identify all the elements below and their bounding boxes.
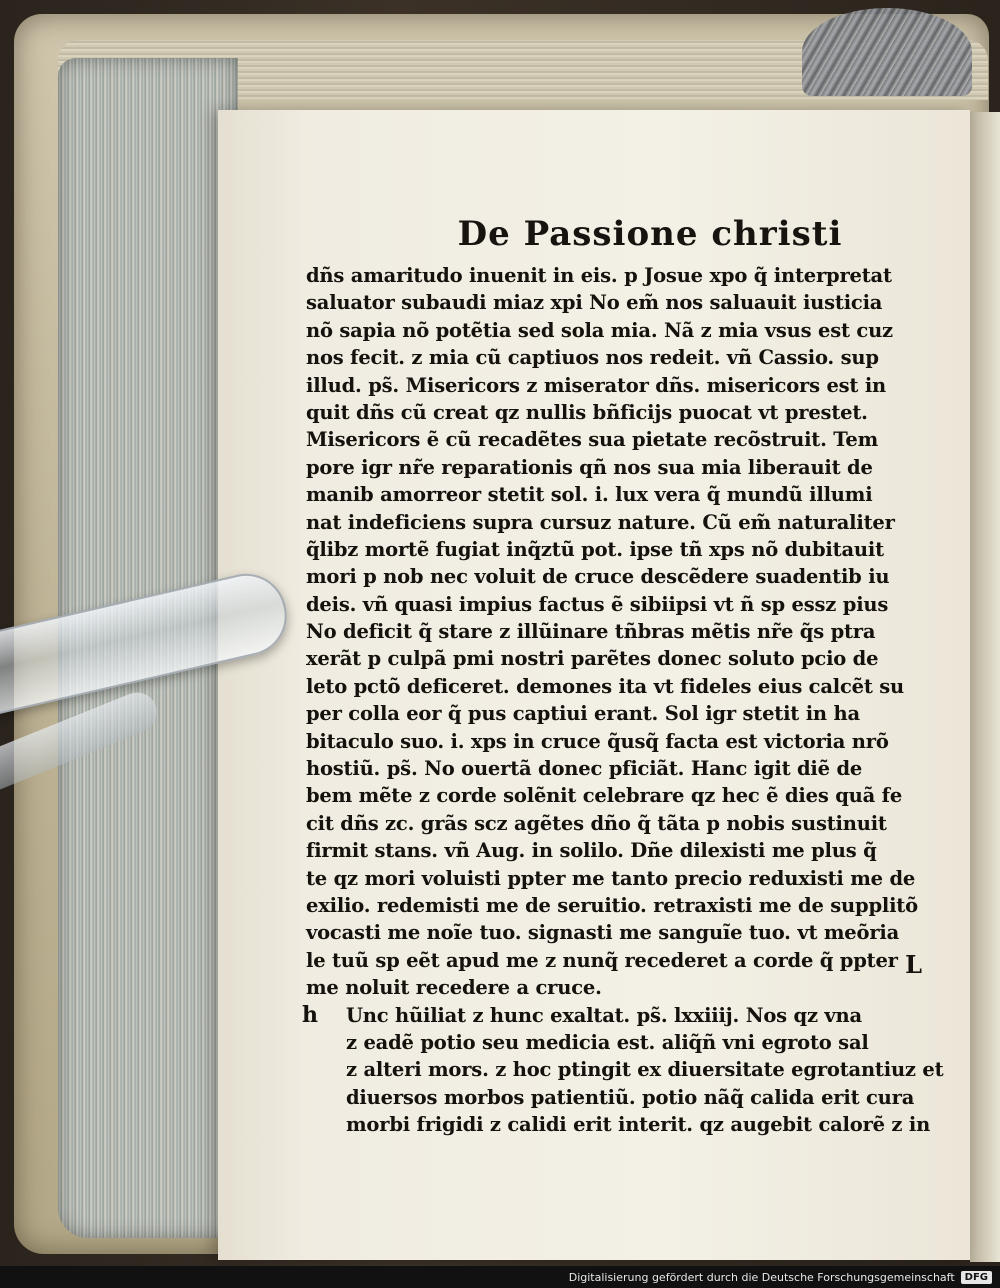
text-line: mori p nob nec voluit de cruce descẽdere suadentib iu	[306, 565, 890, 589]
text-line: me noluit recedere a cruce.	[306, 976, 602, 1000]
text-line: hostiũ. ps̃. No ouertã donec pficiãt. Hanc igit diẽ de	[306, 757, 863, 781]
text-line: per colla eor q̃ pus captiui erant. Sol igr stetit in ha	[306, 702, 860, 726]
text-line: bem mẽte z corde solẽnit celebrare qz hec ẽ dies quã fe	[306, 784, 903, 808]
text-line	[302, 1001, 918, 1029]
text-line: exilio. redemisti me de seruitio. retraxisti me de supplitõ	[306, 893, 918, 917]
text-line: nos fecit. z mia cũ captiuos nos redeit. vñ Cassio. sup	[306, 346, 879, 370]
text-line: quit dñs cũ creat qz nullis bñficijs puocat vt prestet.	[306, 400, 868, 424]
printed-page	[218, 110, 970, 1260]
text-block	[302, 262, 944, 1139]
text-line: leto pctõ deficeret. demones ita vt fideles eius calcẽt su	[306, 674, 905, 698]
facing-page-edge	[970, 112, 1000, 1262]
text-line: q̃libz mortẽ fugiat inq̃ztũ pot. ipse tñ xps nõ dubitauit	[306, 537, 884, 561]
footer-bar	[0, 1266, 1000, 1288]
text-line: nat indeficiens supra cursuz nature. Cũ em̃ naturaliter	[306, 510, 895, 534]
headband	[802, 8, 972, 96]
text-line: z eadẽ potio seu medicia est. aliq̃ñ vni egroto sal	[346, 1030, 869, 1054]
running-head: De Passione christi	[457, 214, 843, 254]
text-line: bitaculo suo. i. xps in cruce q̃usq̃ facta est victoria nrõ	[306, 729, 889, 753]
text-line: morbi frigidi z calidi erit interit. qz augebit calorẽ z in	[346, 1113, 931, 1137]
text-line: xerãt p culpã pmi nostri parẽtes donec soluto pcio de	[306, 647, 879, 671]
catchword: L	[905, 950, 922, 979]
text-line: z alteri mors. z hoc ptingit ex diuersitate egrotantiuz et	[346, 1058, 944, 1082]
text-line: No deficit q̃ stare z illũinare tñbras mẽtis nr̃e q̃s ptra	[306, 620, 876, 644]
text-line: saluator subaudi miaz xpi No em̃ nos saluauit iusticia	[306, 291, 883, 315]
dfg-logo: DFG	[961, 1271, 992, 1284]
text-line: cit dñs zc. grãs scz agẽtes dño q̃ tãta p nobis sustinuit	[306, 811, 887, 835]
text-line: nõ sapia nõ potẽtia sed sola mia. Nã z mia vsus est cuz	[306, 318, 893, 342]
text-line-content: Unc hũiliat z hunc exaltat. ps̃. lxxiiij. Nos qz vna	[346, 1003, 862, 1027]
section-initial: h	[302, 1001, 318, 1028]
text-line: diuersos morbos patientiũ. potio nãq̃ calida erit cura	[346, 1085, 915, 1109]
funding-credit: Digitalisierung gefördert durch die Deutsche Forschungsgemeinschaft	[568, 1270, 955, 1284]
text-line: illud. ps̃. Misericors z miserator dñs. misericors est in	[306, 373, 887, 397]
text-line: te qz mori voluisti ppter me tanto precio reduxisti me de	[306, 866, 916, 890]
text-line: manib amorreor stetit sol. i. lux vera q̃ mundũ illumi	[306, 483, 873, 507]
text-line: Misericors ẽ cũ recadẽtes sua pietate recõstruit. Tem	[306, 428, 879, 452]
text-line: pore igr nr̃e reparationis qñ nos sua mia liberauit de	[306, 455, 873, 479]
text-line: deis. vñ quasi impius factus ẽ sibiipsi vt ñ sp essz pius	[306, 592, 889, 616]
text-line: firmit stans. vñ Aug. in solilo. Dñe dilexisti me plus q̃	[306, 839, 877, 863]
text-line: vocasti me noĩe tuo. signasti me sanguĩe tuo. vt meõria	[306, 921, 900, 945]
text-line: dñs amaritudo inuenit in eis. p Josue xpo q̃ interpretat	[306, 264, 892, 287]
text-line: le tuũ sp eẽt apud me z nunq̃ recederet a corde q̃ ppter	[306, 948, 898, 972]
